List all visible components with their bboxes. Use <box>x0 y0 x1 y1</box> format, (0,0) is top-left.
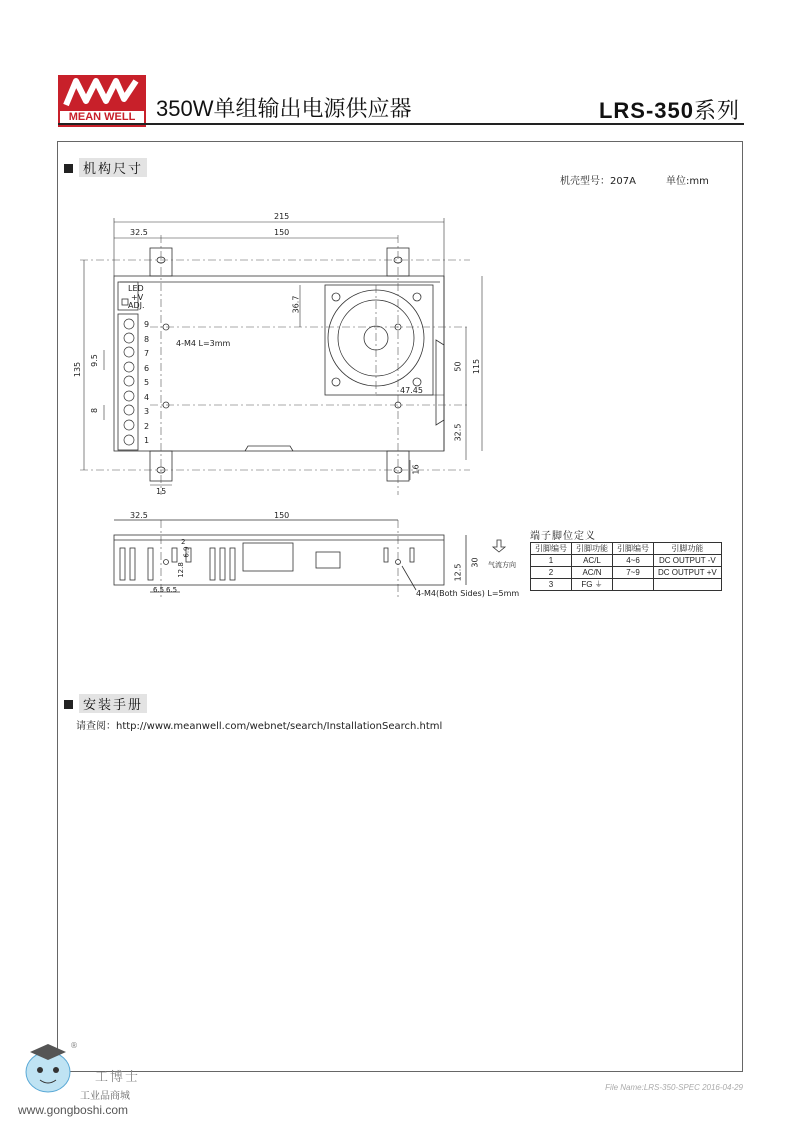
pin-table <box>530 542 722 591</box>
install-link[interactable]: 请查阅：http://www.meanwell.com/webnet/search/InstallationSearch.html <box>76 721 443 732</box>
side-dim-d: 6.5 <box>166 586 178 594</box>
side-dim-height: 30 <box>470 557 480 568</box>
dim-hole-span: 150 <box>274 228 290 237</box>
table-row: 3 FG ⏚ <box>531 579 722 591</box>
airflow-label: 气流方向 <box>488 561 516 569</box>
vadj-label: +V <box>131 293 144 302</box>
logo-text: MEAN WELL <box>58 109 146 125</box>
airflow-arrow-icon <box>493 540 505 552</box>
pin-table-header: 引脚编号 引脚功能 引脚编号 引脚功能 <box>531 543 722 555</box>
side-dim-a: 6.9 <box>182 546 191 558</box>
dim-fan-top: 36.7 <box>291 295 301 314</box>
dim-left-offset: 32.5 <box>130 228 148 237</box>
dim-fan-width: 47.45 <box>400 386 423 395</box>
side-dim-small: 2 <box>181 538 186 546</box>
dim-tab-width: 15 <box>156 487 167 496</box>
table-row: 2 AC/N 7~9 DC OUTPUT +V <box>531 567 722 579</box>
dim-height: 135 <box>73 361 83 378</box>
terminal-numbers: 9 8 7 6 5 4 3 2 1 <box>144 320 150 445</box>
footer-file-name: File Name:LRS-350-SPEC 2016-04-29 <box>605 1083 743 1092</box>
screw-note-top: 4-M4 L=3mm <box>176 339 231 348</box>
pin-table-title: 端子脚位定义 <box>530 531 596 542</box>
unit-label: 单位:mm <box>666 176 709 187</box>
section-mechanical-heading: 机构尺寸 <box>64 158 147 177</box>
dim-bottom-offset: 32.5 <box>453 423 463 442</box>
side-dim-left-offset: 32.5 <box>130 511 148 520</box>
dim-tab-height: 16 <box>411 464 421 475</box>
side-dim-c: 6.5 <box>153 586 165 594</box>
table-row: 1 AC/L 4~6 DC OUTPUT -V <box>531 555 722 567</box>
side-dim-hole-span: 150 <box>274 511 290 520</box>
series-suffix: 系列 <box>693 98 740 123</box>
registered-mark-icon: ® <box>70 1041 78 1050</box>
dim-right-height: 115 <box>472 358 482 375</box>
terminal-screws <box>124 319 134 445</box>
mascot-logo <box>20 1040 76 1102</box>
section-install-heading: 安装手册 <box>64 694 147 713</box>
side-view-body <box>114 535 444 585</box>
side-dim-b: 12.8 <box>176 562 185 578</box>
dim-hole-vertical: 50 <box>453 361 463 372</box>
adj-label: ADJ. <box>128 301 145 310</box>
page-title: 350W单组输出电源供应器 <box>156 96 412 121</box>
dim-total-width: 215 <box>274 212 290 221</box>
series-model: LRS-350 <box>598 98 694 123</box>
dim-pitch: 9.5 <box>89 354 99 367</box>
watermark-tagline: 工业品商城 <box>80 1091 130 1102</box>
watermark-brand: 工博士 <box>95 1070 141 1085</box>
side-screw-note: 4-M4(Both Sides) L=5mm <box>416 589 520 598</box>
watermark-site: www.gongboshi.com <box>18 1103 129 1117</box>
top-view-body <box>114 276 444 451</box>
case-label: 机壳型号：207A <box>560 176 636 187</box>
side-dim-hole-height: 12.5 <box>453 563 463 582</box>
led-label: LED <box>128 284 144 293</box>
dim-terminal: 8 <box>90 407 100 414</box>
bullet-square-icon <box>64 700 73 709</box>
